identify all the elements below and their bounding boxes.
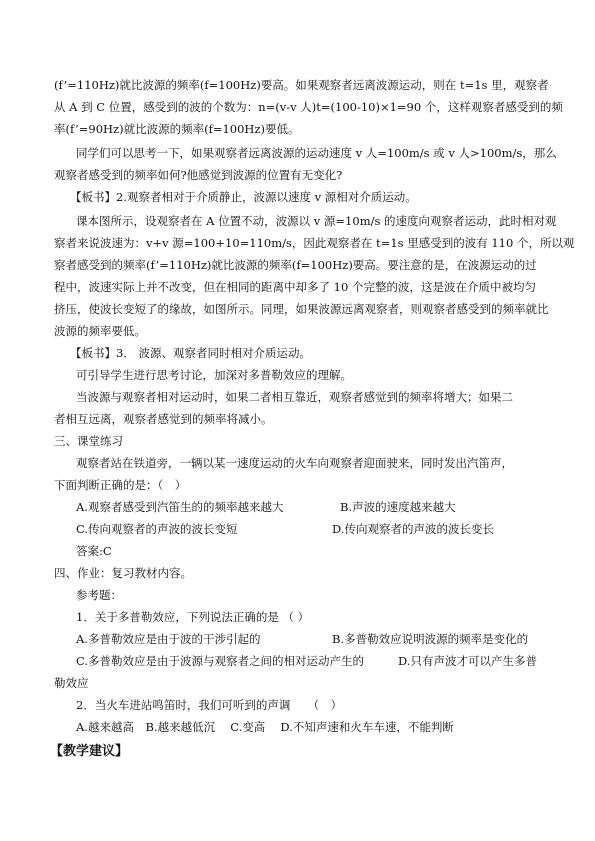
option-b: B.多普勒效应说明波源的频率是变化的 <box>332 632 529 646</box>
question-text: 观察者站在铁道旁，一辆以某一速度运动的火车向观察者迎面驶来，同时发出汽笛声， <box>76 456 513 470</box>
option-d: D.传向观察者的声波的波长变长 <box>332 522 494 536</box>
text-line: 课本图所示，设观察者在 A 位置不动，波源以 v 源=10m/s 的速度向观察者运动，此时相对观 <box>76 214 557 228</box>
teaching-advice-heading: 【教学建议】 <box>50 744 129 759</box>
reference-heading: 参考题： <box>76 588 122 602</box>
text-line: 观察者感受到的频率如何?他感觉到波源的位置有无变化? <box>54 168 343 182</box>
text-line: 挤压，使波长变短了的缘故，如图所示。同理，如果波源远离观察者，则观察者感受到的频率就比 <box>54 302 549 316</box>
option-c: C.多普勒效应是由于波源与观察者之间的相对运动产生的 <box>76 654 365 668</box>
option-d-continued: 勒效应 <box>54 676 89 690</box>
option-b: B.声波的速度越来越大 <box>340 500 456 514</box>
option-c: C.传向观察者的声波的波长变短 <box>76 522 238 536</box>
text-line: 同学们可以思考一下，如果观察者远离波源的运动速度 v 人=100m/s 或 v 人>100m/s，那么 <box>76 146 557 160</box>
text-line: 可引导学生进行思考讨论，加深对多普勒效应的理解。 <box>76 368 352 382</box>
question-text: 下面判断正确的是：（ ） <box>54 478 187 492</box>
text-line: 察者来说波速为：v+v 源=100+10=110m/s，因此观察者在 t=1s 里感受到的波有 110 个，所以观 <box>54 236 575 250</box>
text-line: (f’=110Hz)就比波源的频率(f=100Hz)要高。如果观察者远离波源运动，则在 t=1s 里，观察者 <box>54 78 549 92</box>
section-heading: 四、作业：复习教材内容。 <box>54 566 192 580</box>
options-line: A.越来越高 B.越来越低沉 C.变高 D.不知声速和火车车速，不能判断 <box>76 720 454 734</box>
board-note-3: 【板书】3． 波源、观察者同时相对介质运动。 <box>70 346 311 360</box>
text-line: 者相互远离，观察者感觉到的频率将减小。 <box>54 412 273 426</box>
text-line: 察者感受到的频率(f’=110Hz)就比波源的频率(f=100Hz)要高。要注意的是，在波源运动的过 <box>54 258 537 272</box>
answer-text: 答案:C <box>76 544 112 558</box>
text-line: 程中，波速实际上并不改变，但在相同的距离中却多了 10 个完整的波，这是波在介质中被均匀 <box>54 280 536 294</box>
text-line: 波源的频率要低。 <box>54 324 146 338</box>
question-text: 2．当火车进站鸣笛时，我们可听到的声调 （ ） <box>76 698 343 712</box>
question-text: 1．关于多普勒效应，下列说法正确的是 （ ） <box>76 610 310 624</box>
option-d: D.只有声波才可以产生多普 <box>398 654 537 668</box>
text-line: 从 A 到 C 位置，感受到的波的个数为：n=(v-v 人)t=(100-10)×1=90 个，这样观察者感受到的频 <box>54 100 563 114</box>
board-note-2: 【板书】2.观察者相对于介质静止，波源以速度 v 源相对介质运动。 <box>70 190 417 204</box>
text-line: 率(f’=90Hz)就比波源的频率(f=100Hz)要低。 <box>54 122 300 136</box>
text-line: 当波源与观察者相对运动时，如果二者相互靠近，观察者感觉到的频率将增大；如果二 <box>76 390 513 404</box>
option-a: A.多普勒效应是由于波的干涉引起的 <box>76 632 261 646</box>
option-a: A.观察者感受到汽笛生的的频率越来越大 <box>76 500 284 514</box>
section-heading: 三、课堂练习 <box>54 434 123 448</box>
